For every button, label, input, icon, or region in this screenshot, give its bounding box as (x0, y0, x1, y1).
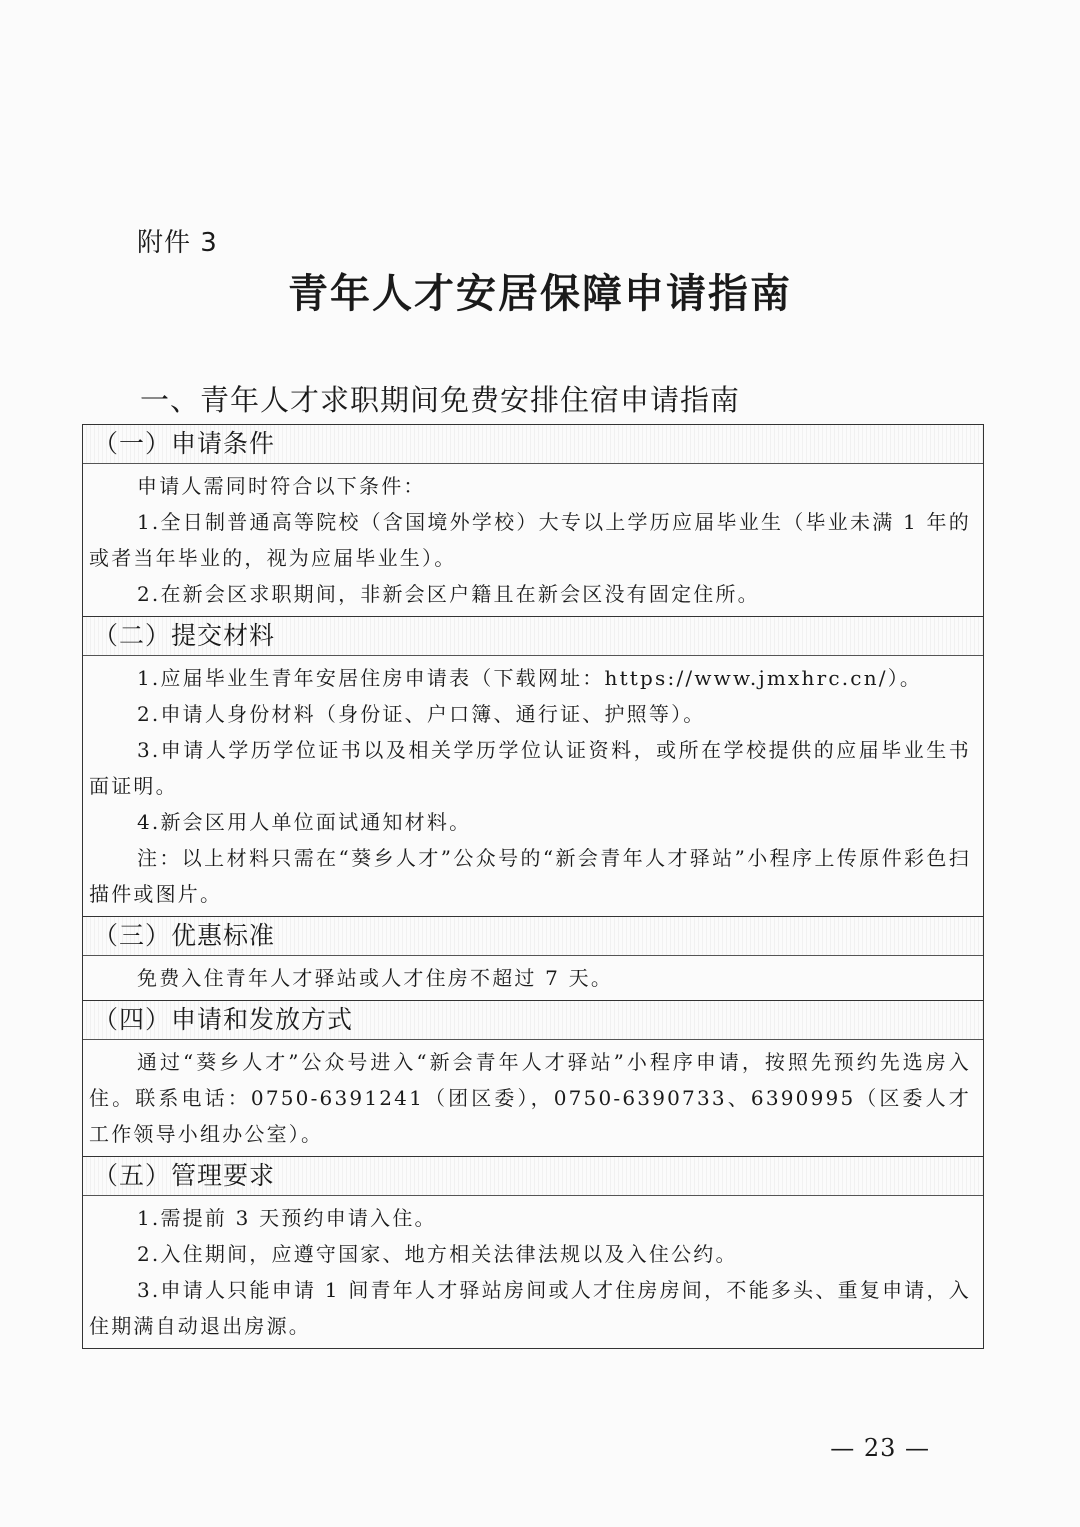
paragraph: 4.新会区用人单位面试通知材料。 (137, 810, 472, 834)
section-heading-materials: （二）提交材料 (83, 617, 983, 656)
section-body-standard (83, 956, 983, 1001)
part-one-title: 一、青年人才求职期间免费安排住宿申请指南 (140, 383, 741, 417)
document-title: 青年人才安居保障申请指南 (288, 270, 792, 317)
section-body-management (83, 1196, 983, 1348)
paragraph: 3.申请人学历学位证书以及相关学历学位认证资料，或所在学校提供的应届毕业生书面证明。 (89, 738, 971, 798)
paragraph: 申请人需同时符合以下条件： (137, 474, 426, 498)
paragraph: 1.应届毕业生青年安居住房申请表（下载网址：https://www.jmxhrc.cn/）。 (137, 666, 923, 690)
paragraph: 2.申请人身份材料（身份证、户口簿、通行证、护照等）。 (137, 702, 706, 726)
paragraph: 3.申请人只能申请 1 间青年人才驿站房间或人才住房房间，不能多头、重复申请，入住期满自动退出房源。 (89, 1278, 971, 1338)
section-heading-application: （四）申请和发放方式 (83, 1001, 983, 1040)
section-heading-conditions: （一）申请条件 (83, 425, 983, 464)
paragraph: 2.入住期间，应遵守国家、地方相关法律法规以及入住公约。 (137, 1242, 738, 1266)
section-heading-management: （五）管理要求 (83, 1157, 983, 1196)
section-heading-standard: （三）优惠标准 (83, 917, 983, 956)
paragraph: 通过“葵乡人才”公众号进入“新会青年人才驿站”小程序申请，按照先预约先选房入住。联系电话：0750-6391241（团区委），0750-6390733、6390995（区委人才工作领导小组办公室）。 (89, 1050, 971, 1146)
section-body-materials (83, 656, 983, 917)
guide-table (82, 424, 984, 1349)
section-body-conditions (83, 464, 983, 617)
page-number: — 23 — (830, 1434, 930, 1462)
paragraph: 注：以上材料只需在“葵乡人才”公众号的“新会青年人才驿站”小程序上传原件彩色扫描件或图片。 (89, 846, 971, 906)
attachment-label: 附件 3 (137, 228, 218, 258)
paragraph: 免费入住青年人才驿站或人才住房不超过 7 天。 (137, 966, 614, 990)
section-body-application (83, 1040, 983, 1157)
paragraph: 1.全日制普通高等院校（含国境外学校）大专以上学历应届毕业生（毕业未满 1 年的或者当年毕业的，视为应届毕业生）。 (89, 510, 971, 570)
paragraph: 1.需提前 3 天预约申请入住。 (137, 1206, 437, 1230)
paragraph: 2.在新会区求职期间，非新会区户籍且在新会区没有固定住所。 (137, 582, 760, 606)
